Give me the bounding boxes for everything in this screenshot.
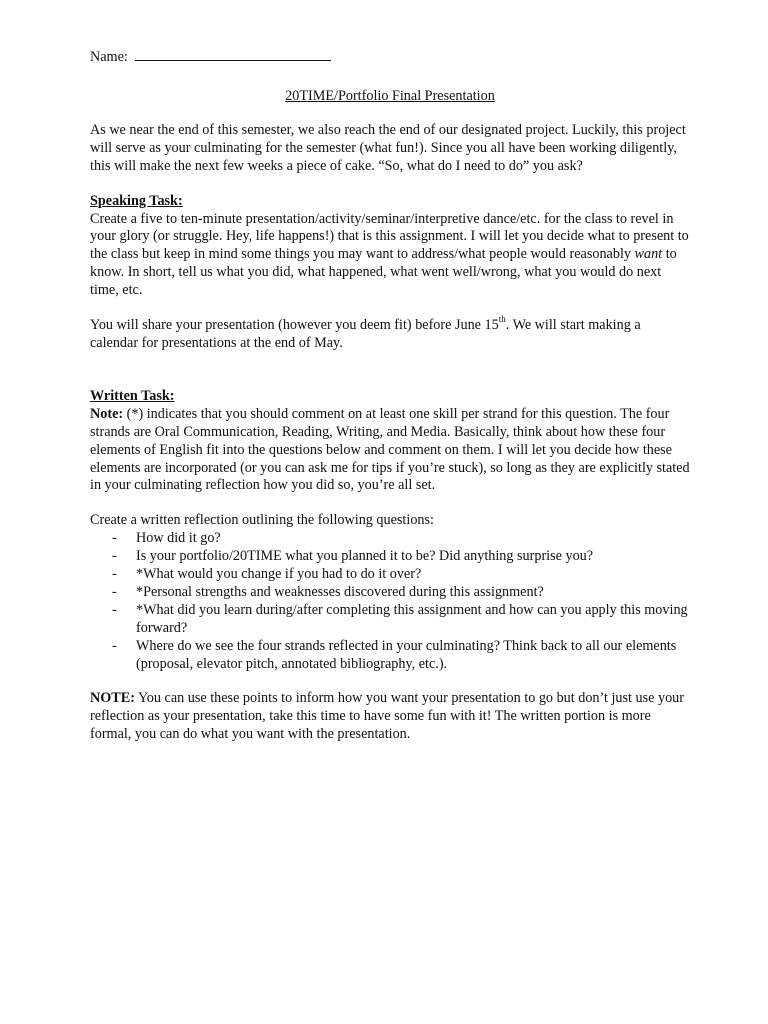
deadline-text-1: You will share your presentation (however you deem fit) before June 15 — [90, 317, 499, 334]
list-item — [90, 548, 690, 566]
speaking-task-paragraph — [90, 211, 690, 301]
question-text: Where do we see the four strands reflected in your culminating? Think back to all our elements (proposal, elevator pitch, annotated bibliography, etc.). — [136, 637, 677, 672]
name-label: Name: — [90, 49, 128, 65]
final-note-text: You can use these points to inform how you want your presentation to go but don’t just use your reflection as your presentation, take this time to have some fun with it! The written portion is more formal, you can do what you want with the presentation. — [90, 690, 684, 743]
deadline-text-2: . We will start making a calendar for presentations at the end of May. — [90, 317, 641, 351]
dash-marker: - — [112, 548, 117, 565]
written-task-heading: Written Task: — [90, 387, 175, 404]
list-item — [90, 584, 690, 602]
dash-marker: - — [112, 637, 117, 654]
final-note-label: NOTE: — [90, 690, 135, 707]
name-line — [90, 46, 690, 66]
question-text: *Personal strengths and weaknesses discovered during this assignment? — [136, 583, 544, 600]
intro-paragraph: As we near the end of this semester, we also reach the end of our designated project. Luckily, this project will serve as your culminating for the semester (what fun!). Since you all have been working diligently, this will make the next few weeks a piece of cake. “So, what do I need to do” you ask? — [90, 121, 686, 174]
deadline-superscript: th — [498, 314, 506, 325]
written-note-label: Note: — [90, 405, 124, 422]
list-item — [90, 638, 690, 674]
speaking-text-2: to know. In short, tell us what you did, what happened, what went well/wrong, what you would do next time, etc. — [90, 246, 677, 299]
question-text: Is your portfolio/20TIME what you planned it to be? Did anything surprise you? — [136, 548, 594, 565]
section-spacer — [90, 353, 690, 388]
question-text: *What would you change if you had to do it over? — [136, 566, 422, 583]
speaking-text-1: Create a five to ten-minute presentation/activity/seminar/interpretive dance/etc. for the class to revel in your glory (or struggle. Hey, life happens!) that is this assignment. I will let you decide what to present to the class but keep in mind some things you may want to address/what people would reasonably — [90, 210, 689, 263]
document-title: 20TIME/Portfolio Final Presentation — [285, 88, 495, 104]
document-page — [90, 46, 690, 744]
written-note-text: (*) indicates that you should comment on at least one skill per strand for this question. The four strands are Oral Communication, Reading, Writing, and Media. Basically, think about how these four elements of English fit into the questions below and comment on them. I will let you decide how these elements are incorporated (or you can ask me for tips if you’re stuck), so long as they are explicitly stated in your culminating reflection how you did so, you’re all set. — [90, 405, 690, 494]
list-item — [90, 602, 690, 638]
question-text: How did it go? — [136, 530, 221, 547]
deadline-paragraph — [90, 314, 690, 353]
dash-marker: - — [112, 566, 117, 583]
list-item — [90, 530, 690, 548]
list-item — [90, 566, 690, 584]
written-note-paragraph — [90, 406, 690, 496]
dash-marker: - — [112, 601, 117, 618]
final-note-paragraph — [90, 690, 690, 744]
speaking-emphasis: want — [634, 246, 663, 263]
questions-intro: Create a written reflection outlining the following questions: — [90, 512, 434, 529]
questions-list — [90, 530, 690, 673]
question-text: *What did you learn during/after completing this assignment and how can you apply this moving forward? — [136, 601, 688, 636]
name-blank-field — [135, 46, 331, 61]
speaking-task-heading: Speaking Task: — [90, 192, 183, 209]
dash-marker: - — [112, 530, 117, 547]
dash-marker: - — [112, 583, 117, 600]
